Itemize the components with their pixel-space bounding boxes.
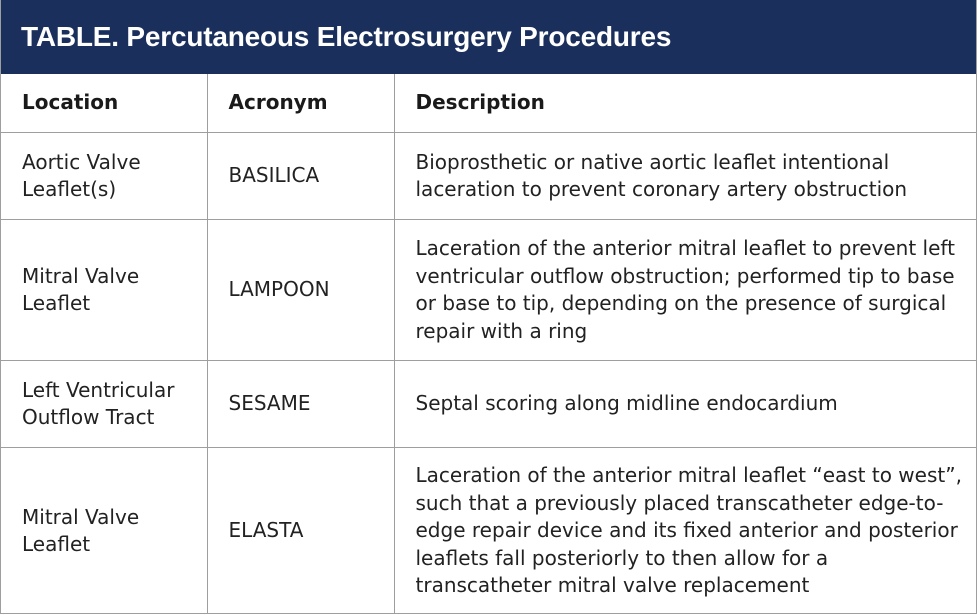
cell-description: Bioprosthetic or native aortic leaflet intentional laceration to prevent coronary artery obstruction bbox=[394, 133, 976, 220]
cell-acronym: LAMPOON bbox=[207, 220, 394, 361]
cell-description: Septal scoring along midline endocardium bbox=[394, 361, 976, 448]
cell-acronym: ELASTA bbox=[207, 448, 394, 615]
header-acronym: Acronym bbox=[207, 74, 394, 133]
header-location: Location bbox=[1, 74, 207, 133]
cell-description: Laceration of the anterior mitral leaflet “east to west”, such that a previously placed transcatheter edge-to-edge repair device and its fixed anterior and posterior leaflets fall posteriorly to then allow for a transcatheter mitral valve replacement bbox=[415, 463, 962, 598]
table-row bbox=[1, 361, 976, 448]
cell-location: Mitral Valve Leaflet bbox=[1, 220, 207, 361]
table-row bbox=[1, 220, 976, 361]
procedures-table bbox=[1, 74, 976, 614]
table-row bbox=[1, 133, 976, 220]
cell-acronym: SESAME bbox=[207, 361, 394, 448]
cell-location: Left Ventricular Outflow Tract bbox=[1, 361, 207, 448]
header-row bbox=[1, 74, 976, 133]
table-row bbox=[1, 448, 976, 615]
cell-location: Aortic Valve Leaflet(s) bbox=[1, 133, 207, 220]
cell-location: Mitral Valve Leaflet bbox=[1, 448, 207, 615]
cell-acronym: BASILICA bbox=[207, 133, 394, 220]
header-description: Description bbox=[394, 74, 976, 133]
table-title: TABLE. Percutaneous Electrosurgery Procedures bbox=[1, 0, 976, 74]
cell-description: Laceration of the anterior mitral leaflet to prevent left ventricular outflow obstruction; performed tip to base or base to tip, depending on the presence of surgical repair with a ring bbox=[394, 220, 976, 361]
